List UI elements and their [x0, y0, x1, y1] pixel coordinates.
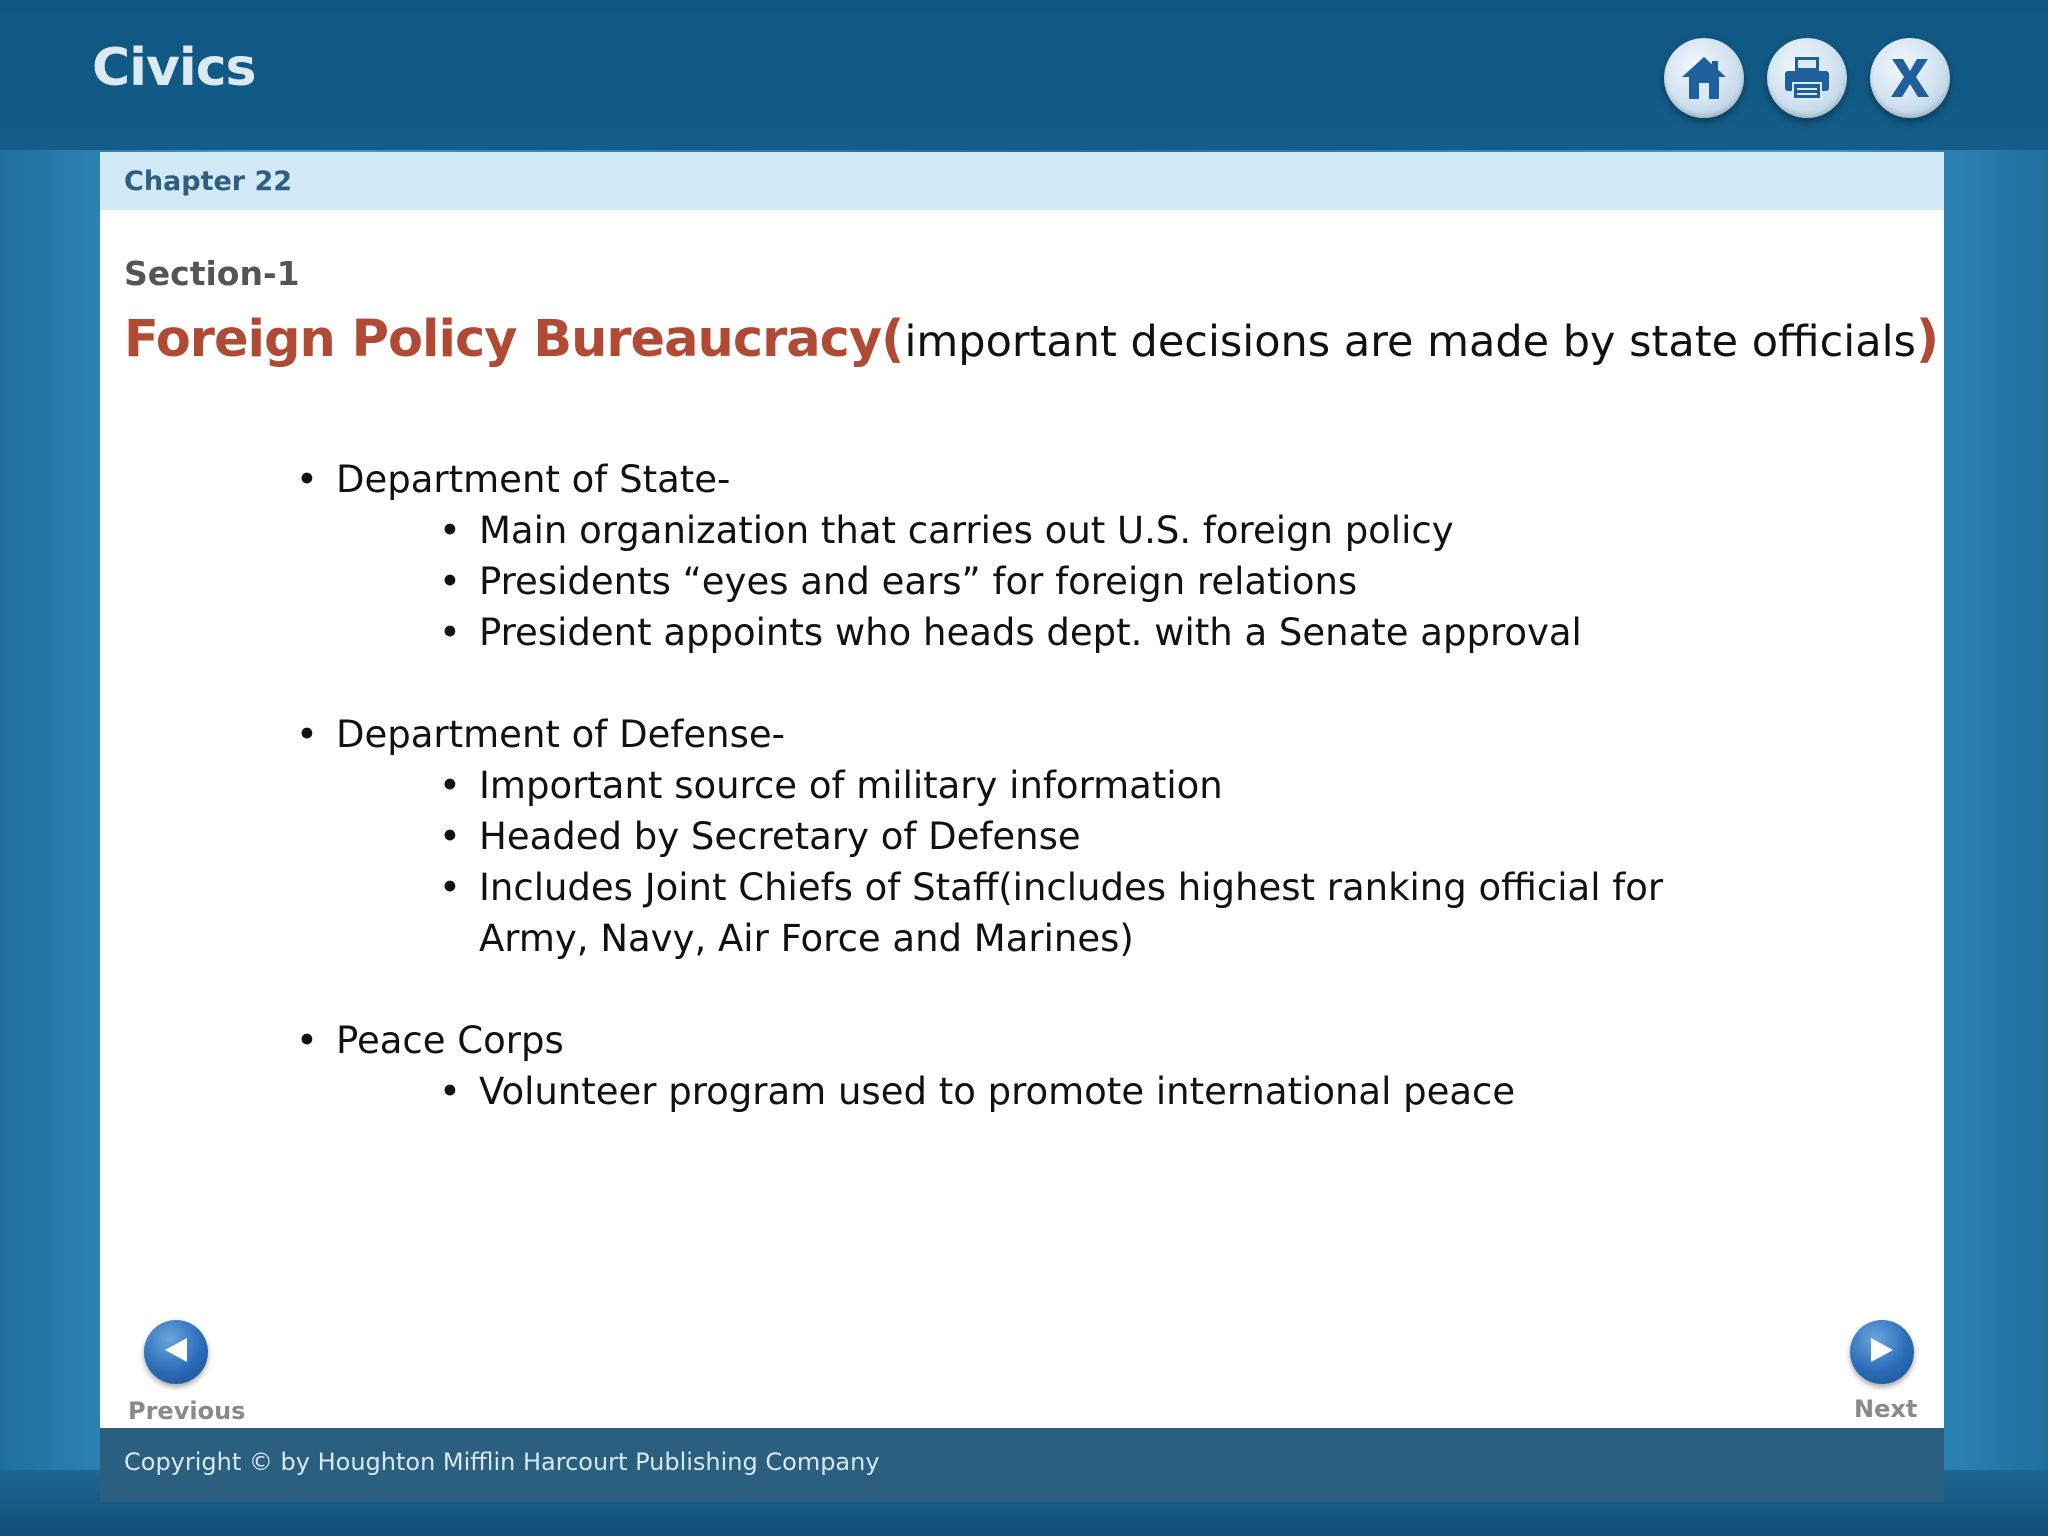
bullet-content: [296, 454, 1756, 1117]
sub-bullet: • Headed by Secretary of Defense: [336, 811, 1756, 862]
copyright-text: Copyright © by Houghton Mifflin Harcourt Publishing Company: [124, 1448, 880, 1476]
heading-open-paren: (: [881, 310, 905, 369]
chapter-bar: [100, 152, 1944, 210]
sub-bullet: • Volunteer program used to promote international peace: [336, 1066, 1756, 1117]
close-button[interactable]: [1870, 38, 1950, 118]
bullet-group: [296, 709, 1756, 964]
heading-subtitle: important decisions are made by state officials: [904, 317, 1916, 367]
printer-icon: [1781, 53, 1833, 103]
home-icon: [1679, 53, 1729, 103]
previous-button[interactable]: [144, 1320, 208, 1384]
arrow-right-icon: [1867, 1335, 1897, 1369]
bullet-label: Department of State-: [336, 458, 731, 501]
app-title: Civics: [92, 38, 256, 98]
sub-bullet: • Includes Joint Chiefs of Staff(includes highest ranking official for Army, Navy, Air Force and Marines): [336, 862, 1756, 964]
next-label[interactable]: Next: [1854, 1395, 1918, 1423]
bullet-label: Peace Corps: [336, 1019, 564, 1062]
sub-bullet: • President appoints who heads dept. with a Senate approval: [336, 607, 1756, 658]
sub-bullet: • Presidents “eyes and ears” for foreign relations: [336, 556, 1756, 607]
footer-bar: [100, 1428, 1944, 1502]
sub-bullet: • Important source of military information: [336, 760, 1756, 811]
section-label: Section-1: [124, 254, 300, 293]
heading-close-paren: ): [1915, 310, 1940, 369]
close-icon: [1887, 55, 1933, 101]
next-button[interactable]: [1850, 1320, 1914, 1384]
print-button[interactable]: [1767, 38, 1847, 118]
chapter-label: Chapter 22: [124, 166, 293, 197]
bullet-label: Department of Defense-: [336, 713, 785, 756]
bullet-group: [296, 1015, 1756, 1117]
previous-label[interactable]: Previous: [128, 1397, 246, 1425]
arrow-left-icon: [161, 1335, 191, 1369]
bullet-group: [296, 454, 1756, 658]
home-button[interactable]: [1664, 38, 1744, 118]
sub-bullet: • Main organization that carries out U.S. foreign policy: [336, 505, 1756, 556]
heading-title: Foreign Policy Bureaucracy: [124, 310, 882, 369]
slide-heading: [124, 310, 1940, 369]
slide-panel: [100, 152, 1944, 1428]
